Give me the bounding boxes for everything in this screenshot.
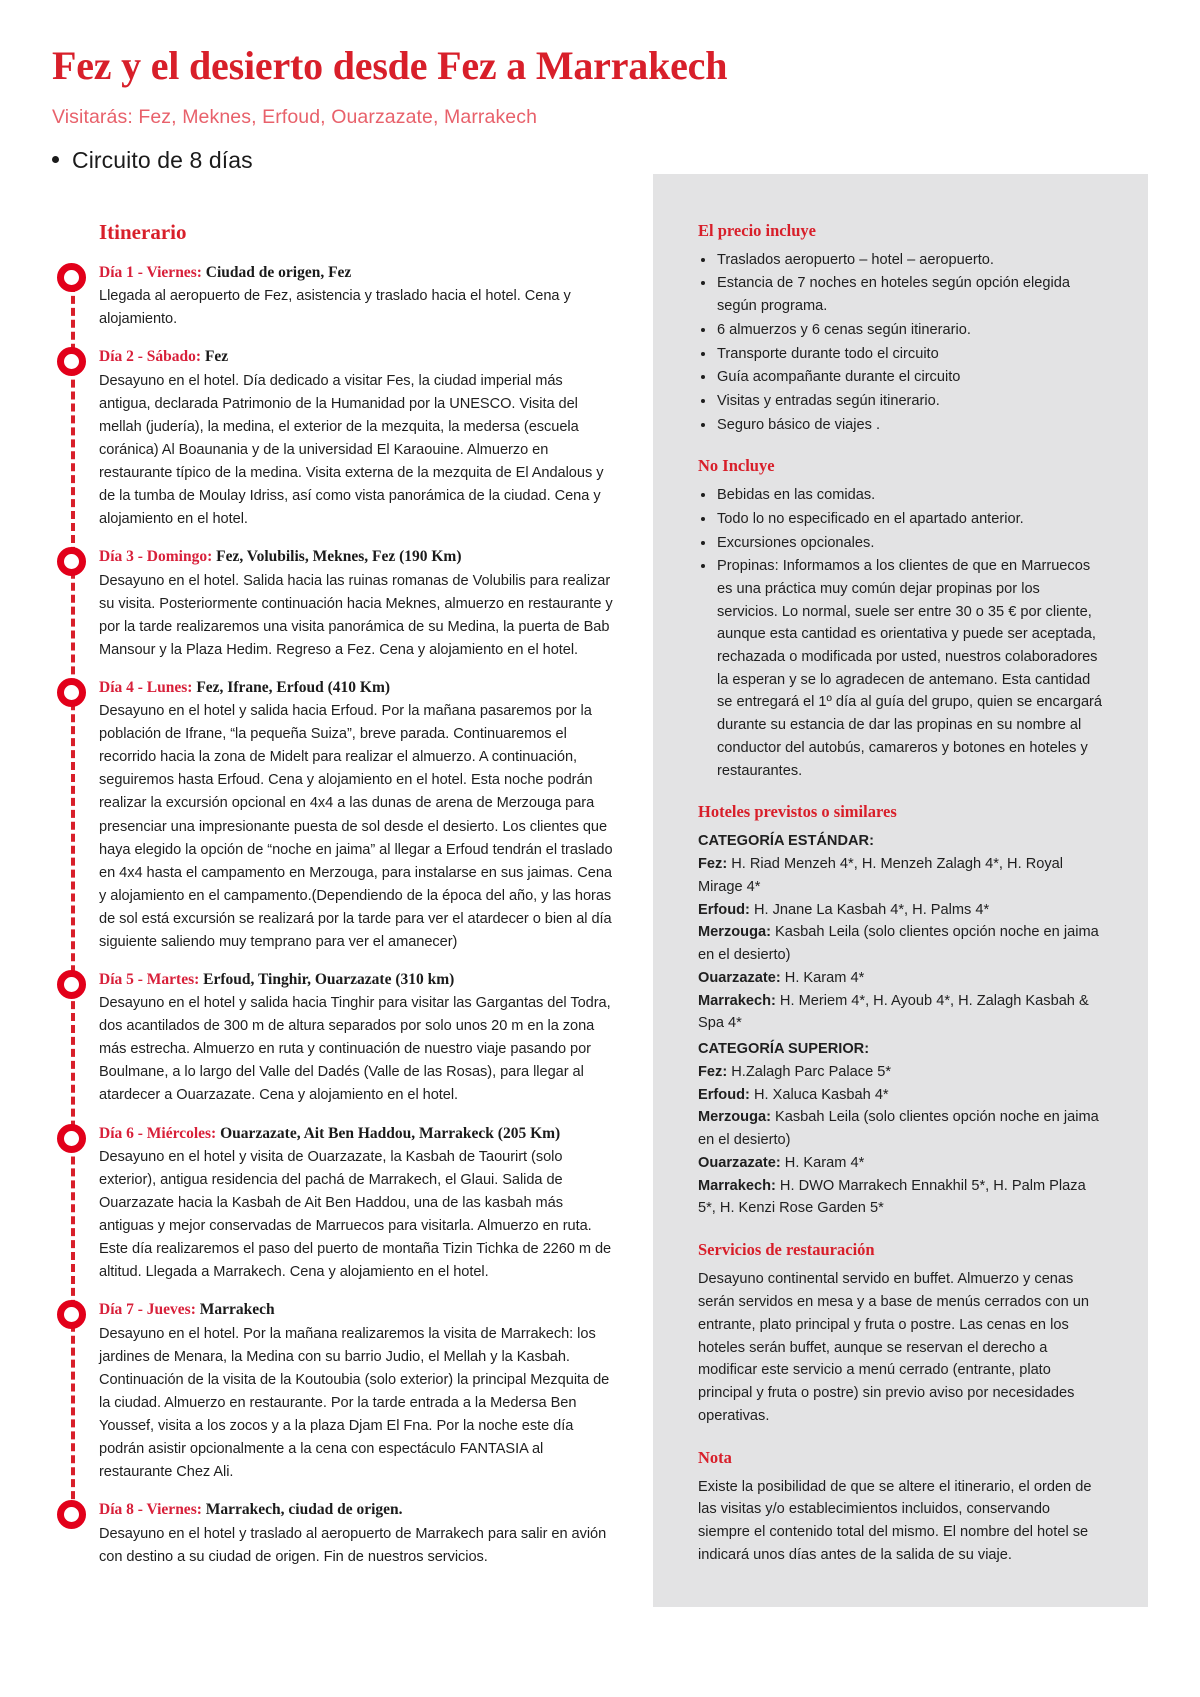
hotel-city-label: Fez:	[698, 856, 728, 872]
info-sidebar-panel	[653, 174, 1148, 1607]
list-item: Excursiones opcionales.	[698, 532, 1104, 555]
hotel-entry	[698, 1061, 1104, 1084]
hotel-entry	[698, 1175, 1104, 1221]
itinerary-day	[99, 1123, 617, 1285]
price-excludes-heading: No Incluye	[698, 456, 775, 476]
itinerary-day	[99, 1299, 617, 1484]
price-excludes-list	[698, 484, 1104, 782]
hotel-names: H. DWO Marrakech Ennakhil 5*, H. Palm Plaza 5*, H. Kenzi Rose Garden 5*	[698, 1177, 1086, 1217]
hotel-entry	[698, 990, 1104, 1036]
day-heading	[99, 1123, 617, 1145]
day-heading	[99, 1499, 617, 1521]
page-title: Fez y el desierto desde Fez a Marrakech	[52, 43, 728, 88]
hotel-names: H. Riad Menzeh 4*, H. Menzeh Zalagh 4*, H. Royal Mirage 4*	[698, 856, 1064, 895]
day-label: Día 8 - Viernes:	[99, 1501, 202, 1519]
timeline-marker-icon	[57, 347, 86, 376]
list-item: Todo lo no especificado en el apartado anterior.	[698, 508, 1104, 531]
hotels-heading: Hoteles previstos o similares	[698, 802, 897, 822]
day-label: Día 3 - Domingo:	[99, 548, 213, 566]
hotel-entry	[698, 1152, 1104, 1175]
hotel-city-label: Erfoud:	[698, 901, 750, 918]
itinerary-day	[99, 346, 617, 531]
hotel-entry	[698, 1106, 1104, 1152]
list-item: 6 almuerzos y 6 cenas según itinerario.	[698, 319, 1104, 342]
hotel-city-label: Ouarzazate:	[698, 1154, 781, 1171]
timeline-marker-icon	[57, 678, 86, 707]
day-label: Día 4 - Lunes:	[99, 678, 193, 696]
timeline-marker-icon	[57, 1124, 86, 1153]
day-description: Desayuno en el hotel y traslado al aeropuerto de Marrakech para salir en avión con destino a su ciudad de origen. Fin de nuestros servicios.	[99, 1525, 607, 1565]
day-route: Fez	[201, 348, 229, 366]
itinerary-heading: Itinerario	[99, 219, 187, 244]
hotel-entry	[698, 899, 1104, 922]
itinerary-day	[99, 969, 617, 1108]
day-heading	[99, 1299, 617, 1321]
hotel-city-label: Erfoud:	[698, 1086, 750, 1103]
hotel-entry	[698, 921, 1104, 967]
list-item: Seguro básico de viajes .	[698, 414, 1104, 437]
hotel-names: H. Meriem 4*, H. Ayoub 4*, H. Zalagh Kasbah & Spa 4*	[698, 992, 1089, 1032]
hotel-city-label: Marrakech:	[698, 992, 776, 1009]
hotel-names: H. Karam 4*	[780, 969, 865, 986]
day-description: Desayuno en el hotel y salida hacia Erfoud. Por la mañana pasaremos por la población de Ifrane, “la pequeña Suiza”, breve parada. Continuaremos el recorrido hacia la zona de Midelt para realizar el almuerzo. A continuación, seguiremos hasta Erfoud. Cena y alojamiento en el hotel. Esta noche podrán realizar la excursión opcional en 4x4 a las dunas de arena de Merzouga para presenciar una impresionante puesta de sol desde el desierto. Los clientes que haya elegido la opción de “noche en jaima” al llegar a Erfoud tendrán el traslado en 4x4 hasta el campamento en Merzouga, para instalarse en sus jaimas. Cena y alojamiento en el campamento.(Dependiendo de la época del año, y las horas de sol está excursión se realizará por la tarde para ver el atardecer o bien al día siguiente saliendo muy temprano para ver el amanecer)	[99, 703, 613, 950]
standard-hotels-list	[698, 853, 1104, 1035]
hotel-names: Kasbah Leila (solo clientes opción noche en jaima en el desierto)	[698, 924, 1099, 964]
day-route: Erfoud, Tinghir, Ouarzazate (310 km)	[199, 970, 455, 988]
day-description: Llegada al aeropuerto de Fez, asistencia y traslado hacia el hotel. Cena y alojamiento.	[99, 288, 571, 328]
day-heading	[99, 546, 617, 568]
superior-category-label: CATEGORÍA SUPERIOR:	[698, 1041, 870, 1058]
day-label: Día 6 - Miércoles:	[99, 1124, 217, 1142]
hotel-city-label: Fez:	[698, 1063, 728, 1080]
day-route: Fez, Volubilis, Meknes, Fez (190 Km)	[212, 548, 462, 566]
circuit-duration-label: Circuito de 8 días	[72, 146, 253, 173]
day-description: Desayuno en el hotel. Día dedicado a visitar Fes, la ciudad imperial más antigua, declarada Patrimonio de la Humanidad por la UNESCO. Visita del mellah (judería), la medina, el exterior de la mezquita, la medersa (escuela coránica) Al Boaunania y de la universidad El Karaouine. Almuerzo en restaurante típico de la medina. Visita externa de la mezquita de El Andalous y de la tumba de Moulay Idriss, así como vista panorámica de la ciudad. Cena y alojamiento en el hotel.	[99, 372, 604, 528]
list-item: Guía acompañante durante el circuito	[698, 366, 1104, 389]
hotel-city-label: Ouarzazate:	[698, 969, 781, 986]
day-route: Ouarzazate, Ait Ben Haddou, Marrakeck (205 Km)	[216, 1124, 561, 1142]
list-item: Transporte durante todo el circuito	[698, 343, 1104, 366]
note-body: Existe la posibilidad de que se altere el itinerario, el orden de las visitas y/o establecimientos incluidos, conservando siempre el contenido total del mismo. El nombre del hotel se indicará unos días antes de la salida de su viaje.	[698, 1478, 1092, 1563]
day-route: Marrakech	[195, 1301, 275, 1319]
itinerary-day	[99, 262, 617, 332]
day-description: Desayuno en el hotel. Salida hacia las ruinas romanas de Volubilis para realizar su visita. Posteriormente continuación hacia Meknes, almuerzo en restaurante y por la tarde realizaremos una visita panorámica de su Medina, la puerta de Bab Mansour y la Plaza Hedim. Regreso a Fez. Cena y alojamiento en el hotel.	[99, 572, 613, 658]
hotel-names: H.Zalagh Parc Palace 5*	[727, 1063, 892, 1080]
document-header	[0, 0, 1200, 174]
restoration-heading: Servicios de restauración	[698, 1240, 875, 1260]
itinerary-day	[99, 546, 617, 662]
hotel-city-label: Merzouga:	[698, 924, 771, 941]
timeline-marker-icon	[57, 263, 86, 292]
day-heading	[99, 262, 617, 284]
day-label: Día 5 - Martes:	[99, 970, 200, 988]
itinerary-timeline	[52, 262, 617, 1569]
day-heading	[99, 677, 617, 699]
list-item: Traslados aeropuerto – hotel – aeropuerto.	[698, 249, 1104, 272]
day-description: Desayuno en el hotel y visita de Ouarzazate, la Kasbah de Taourirt (solo exterior), antigua residencia del pachá de Marrakech, el Glaui. Salida de Ouarzazate hacia la Kasbah de Ait Ben Haddou, una de las kasbah más antiguas y mejor conservadas de Marruecos para visitarla. Almuerzo en ruta. Este día realizaremos el paso del puerto de montaña Tizin Tichka de 2260 m de altitud. Llegada a Marrakech. Cena y alojamiento en el hotel.	[99, 1148, 612, 1281]
itinerary-day	[99, 1499, 617, 1569]
timeline-marker-icon	[57, 1500, 86, 1529]
timeline-marker-icon	[57, 1300, 86, 1329]
timeline-connector-line	[71, 272, 75, 1523]
price-includes-heading: El precio incluye	[698, 220, 816, 240]
itinerary-column	[52, 220, 617, 1569]
hotel-names: Kasbah Leila (solo clientes opción noche en jaima en el desierto)	[698, 1109, 1099, 1149]
circuit-duration-row	[52, 147, 1200, 174]
list-item: Visitas y entradas según itinerario.	[698, 390, 1104, 413]
day-label: Día 1 - Viernes:	[99, 263, 202, 281]
timeline-marker-icon	[57, 547, 86, 576]
hotel-names: H. Xaluca Kasbah 4*	[749, 1086, 889, 1103]
list-item: Propinas: Informamos a los clientes de que en Marruecos es una práctica muy común dejar propinas por los servicios. Lo normal, suele ser entre 30 o 35 € por cliente, aunque esta cantidad es orientativa y puede ser aceptada, rechazada o modificada por usted, nuestros colaboradores la esperan y se lo agradecen de antemano. Esta cantidad se entregará el 1º día al guía del grupo, quien se encargará durante su estancia de dar las propinas en su nombre al conductor del autobús, camareros y botones en hoteles y restaurantes.	[698, 555, 1104, 782]
hotel-city-label: Merzouga:	[698, 1109, 771, 1126]
list-item: Bebidas en las comidas.	[698, 484, 1104, 507]
hotel-names: H. Jnane La Kasbah 4*, H. Palms 4*	[749, 901, 990, 918]
superior-hotels-list	[698, 1061, 1104, 1220]
destinations-subtitle: Visitarás: Fez, Meknes, Erfoud, Ouarzazate, Marrakech	[52, 105, 538, 128]
hotel-entry	[698, 967, 1104, 990]
day-label: Día 2 - Sábado:	[99, 348, 202, 366]
hotel-entry	[698, 1084, 1104, 1107]
itinerary-day	[99, 677, 617, 954]
timeline-marker-icon	[57, 970, 86, 999]
day-label: Día 7 - Jueves:	[99, 1301, 196, 1319]
day-route: Fez, Ifrane, Erfoud (410 Km)	[192, 678, 391, 696]
price-includes-list	[698, 249, 1104, 437]
hotel-names: H. Karam 4*	[780, 1154, 865, 1171]
day-heading	[99, 346, 617, 368]
standard-category-label: CATEGORÍA ESTÁNDAR:	[698, 833, 874, 850]
day-route: Ciudad de origen, Fez	[201, 263, 352, 281]
day-description: Desayuno en el hotel y salida hacia Tinghir para visitar las Gargantas del Todra, dos acantilados de 300 m de altura separados por solo unos 20 m en la zona más estrecha. Almuerzo en ruta y continuación de nuestro viaje pasando por Boulmane, a lo largo del Valle del Dadés (Valle de las Rosas), para llegar al atardecer a Ouarzazate. Cena y alojamiento en el hotel.	[99, 995, 611, 1104]
day-description: Desayuno en el hotel. Por la mañana realizaremos la visita de Marrakech: los jardines de Menara, la Medina con su barrio Judio, el Mellah y la Kasbah. Continuación de la visita de la Koutoubia (solo exterior) la principal Mezquita de la ciudad. Almuerzo en restaurante. Por la tarde entrada a la Medersa Ben Youssef, visita a los zocos y a la plaza Djam El Fna. Por la noche este día podrán asistir opcionalmente a la cena con espectáculo FANTASIA al restaurante Chez Ali.	[99, 1325, 610, 1480]
list-item: Estancia de 7 noches en hoteles según opción elegida según programa.	[698, 272, 1104, 317]
note-heading: Nota	[698, 1447, 732, 1467]
day-route: Marrakech, ciudad de origen.	[201, 1501, 403, 1519]
bullet-icon	[52, 156, 59, 163]
restoration-body: Desayuno continental servido en buffet. Almuerzo y cenas serán servidos en mesa y a base de menús cerrados con un entrante, plato principal y fruta o postre. Las cenas en los hoteles serán buffet, aunque se reservan el derecho a modificar este servicio a menú cerrado (entrante, plato principal y fruta o postre) sin previo aviso por necesidades operativas.	[698, 1271, 1090, 1424]
hotel-city-label: Marrakech:	[698, 1177, 776, 1194]
day-heading	[99, 969, 617, 991]
itinerary-days-list	[99, 262, 617, 1569]
hotel-entry	[698, 853, 1104, 899]
